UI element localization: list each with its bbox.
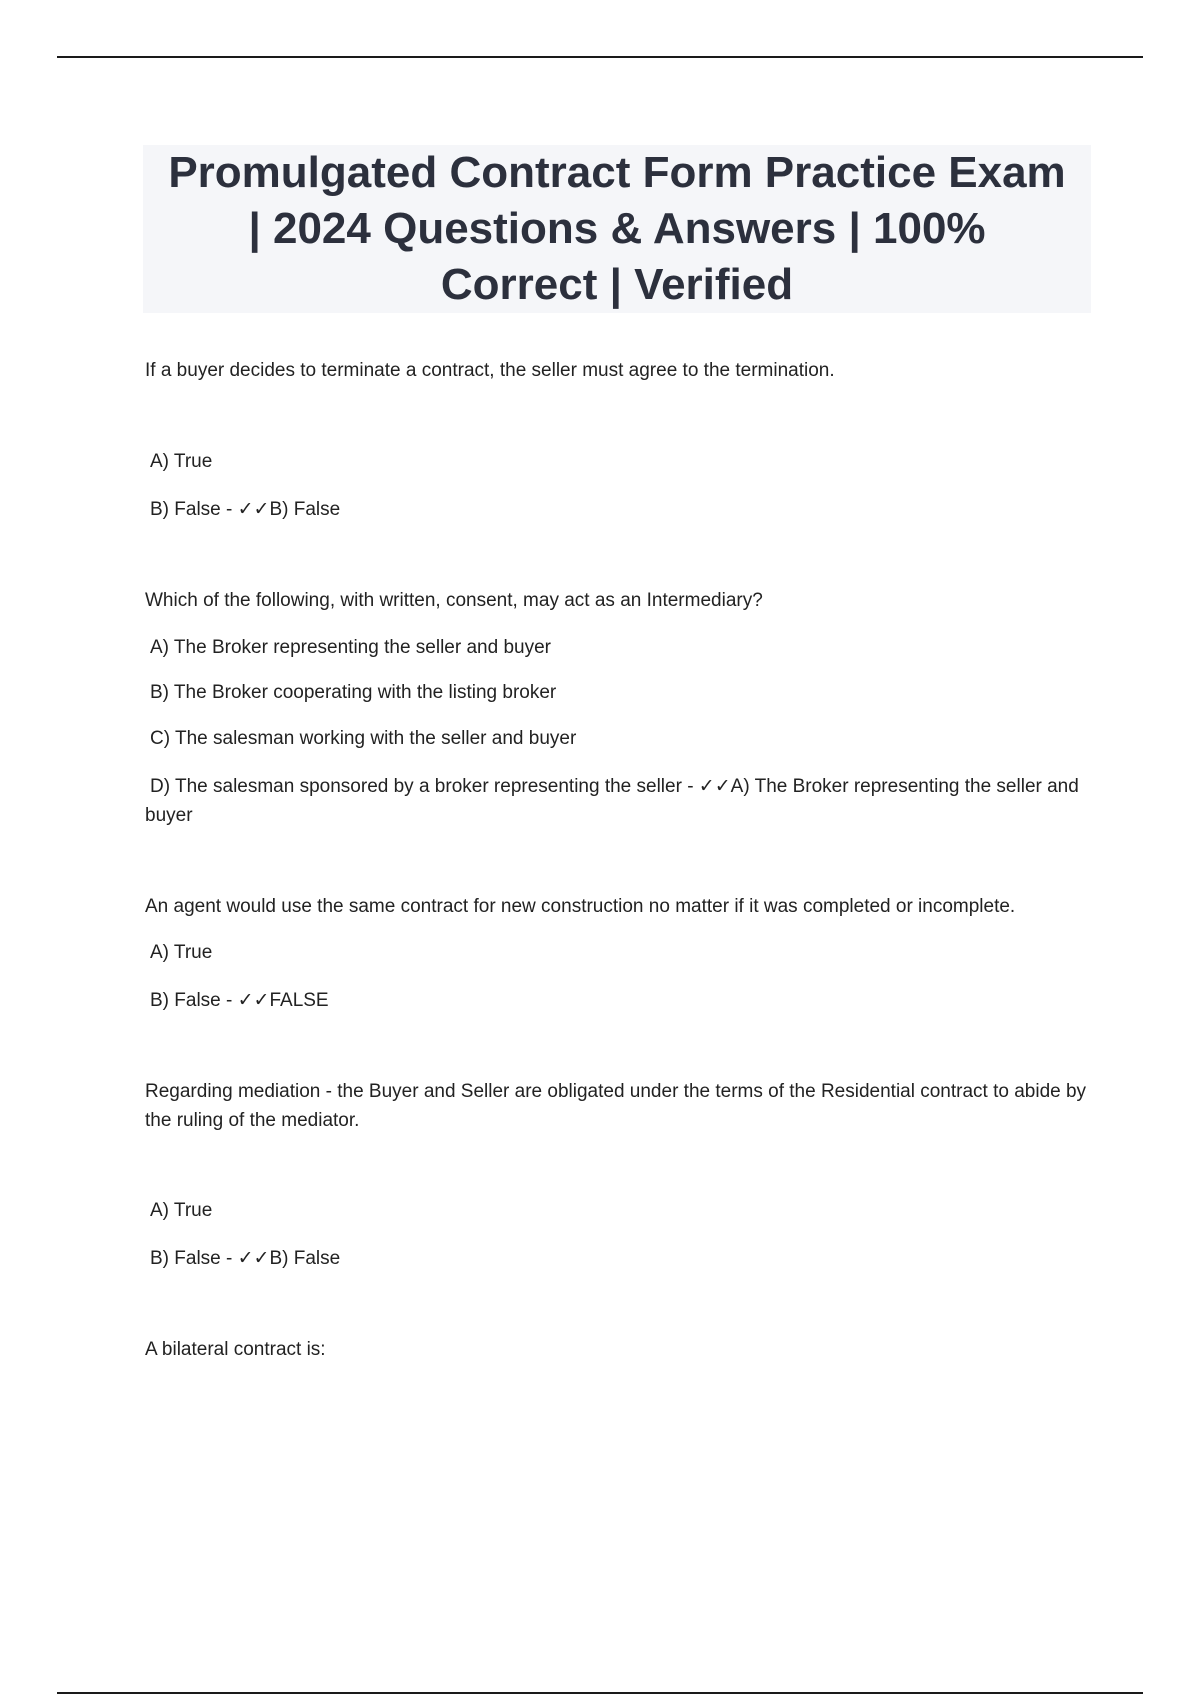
answer-option: A) True xyxy=(150,451,213,472)
questions-section xyxy=(145,356,1095,1364)
answer-option: B) The Broker cooperating with the listing broker xyxy=(150,682,557,703)
answer-option: D) The salesman sponsored by a broker representing the seller - ✓✓A) The Broker representing the seller and buyer xyxy=(145,776,1079,826)
question-text: A bilateral contract is: xyxy=(145,1339,326,1360)
title-banner xyxy=(143,145,1091,313)
question-block-5 xyxy=(145,1335,1095,1364)
answer-option: B) False - ✓✓B) False xyxy=(150,1248,341,1269)
question-block-2 xyxy=(145,586,1095,830)
bottom-rule xyxy=(57,1692,1143,1694)
question-text: Which of the following, with written, consent, may act as an Intermediary? xyxy=(145,590,763,611)
document-title: Promulgated Contract Form Practice Exam | 2024 Questions & Answers | 100% Correct | Verified xyxy=(168,148,1066,309)
answer-option: A) True xyxy=(150,942,213,963)
answer-option: B) False - ✓✓FALSE xyxy=(150,990,329,1011)
answer-option: A) The Broker representing the seller and buyer xyxy=(150,637,551,658)
answer-option: A) True xyxy=(150,1200,213,1221)
question-text: If a buyer decides to terminate a contract, the seller must agree to the termination. xyxy=(145,360,835,381)
question-text: An agent would use the same contract for new construction no matter if it was completed or incomplete. xyxy=(145,896,1016,917)
question-block-4 xyxy=(145,1077,1095,1273)
answer-option: B) False - ✓✓B) False xyxy=(150,499,341,520)
answer-option: C) The salesman working with the seller and buyer xyxy=(150,728,577,749)
question-block-1 xyxy=(145,356,1095,524)
question-text: Regarding mediation - the Buyer and Seller are obligated under the terms of the Residential contract to abide by the ruling of the mediator. xyxy=(145,1081,1087,1131)
top-rule xyxy=(57,56,1143,58)
question-block-3 xyxy=(145,892,1095,1015)
